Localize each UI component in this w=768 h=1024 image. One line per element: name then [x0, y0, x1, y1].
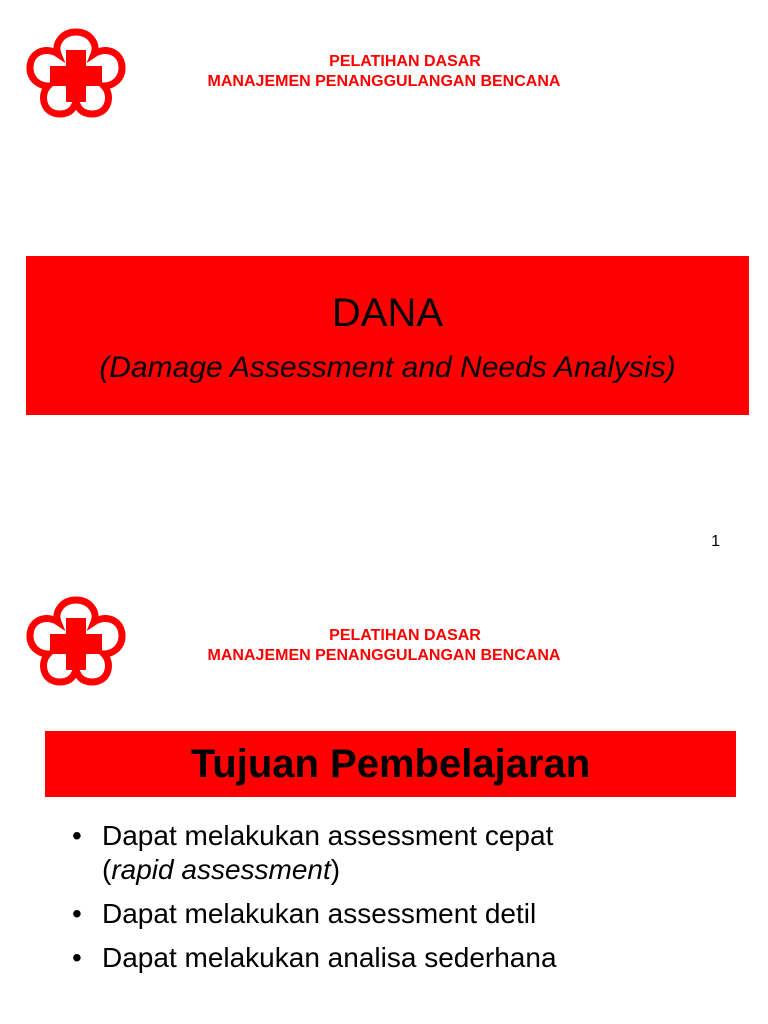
bullet-italic-term: rapid assessment: [111, 854, 331, 885]
bullet-text-line1: Dapat melakukan assessment cepat: [102, 820, 554, 851]
bullet-text: Dapat melakukan analisa sederhana: [102, 942, 557, 973]
slide-header: [0, 52, 768, 92]
slide-heading: Tujuan Pembelajaran: [190, 742, 591, 786]
list-item: [72, 819, 752, 887]
title-banner: [26, 256, 749, 415]
slide-subtitle: (Damage Assessment and Needs Analysis): [99, 351, 676, 384]
open-paren: (: [102, 854, 112, 885]
list-item: [72, 941, 752, 975]
bullet-text: Dapat melakukan assessment detil: [102, 898, 537, 929]
page-number: 1: [711, 533, 720, 550]
header-line-2: MANAJEMEN PENANGGULANGAN BENCANA: [207, 73, 561, 90]
slide-header: [0, 626, 768, 666]
close-paren: ): [330, 854, 341, 885]
slide-title: DANA: [331, 291, 444, 335]
bullet-list: [72, 819, 752, 985]
slide-2: [0, 576, 768, 1024]
header-line-2: MANAJEMEN PENANGGULANGAN BENCANA: [207, 647, 561, 664]
list-item: [72, 897, 752, 931]
header-line-1: PELATIHAN DASAR: [329, 53, 481, 70]
heading-banner: [45, 731, 736, 797]
header-line-1: PELATIHAN DASAR: [329, 627, 481, 644]
